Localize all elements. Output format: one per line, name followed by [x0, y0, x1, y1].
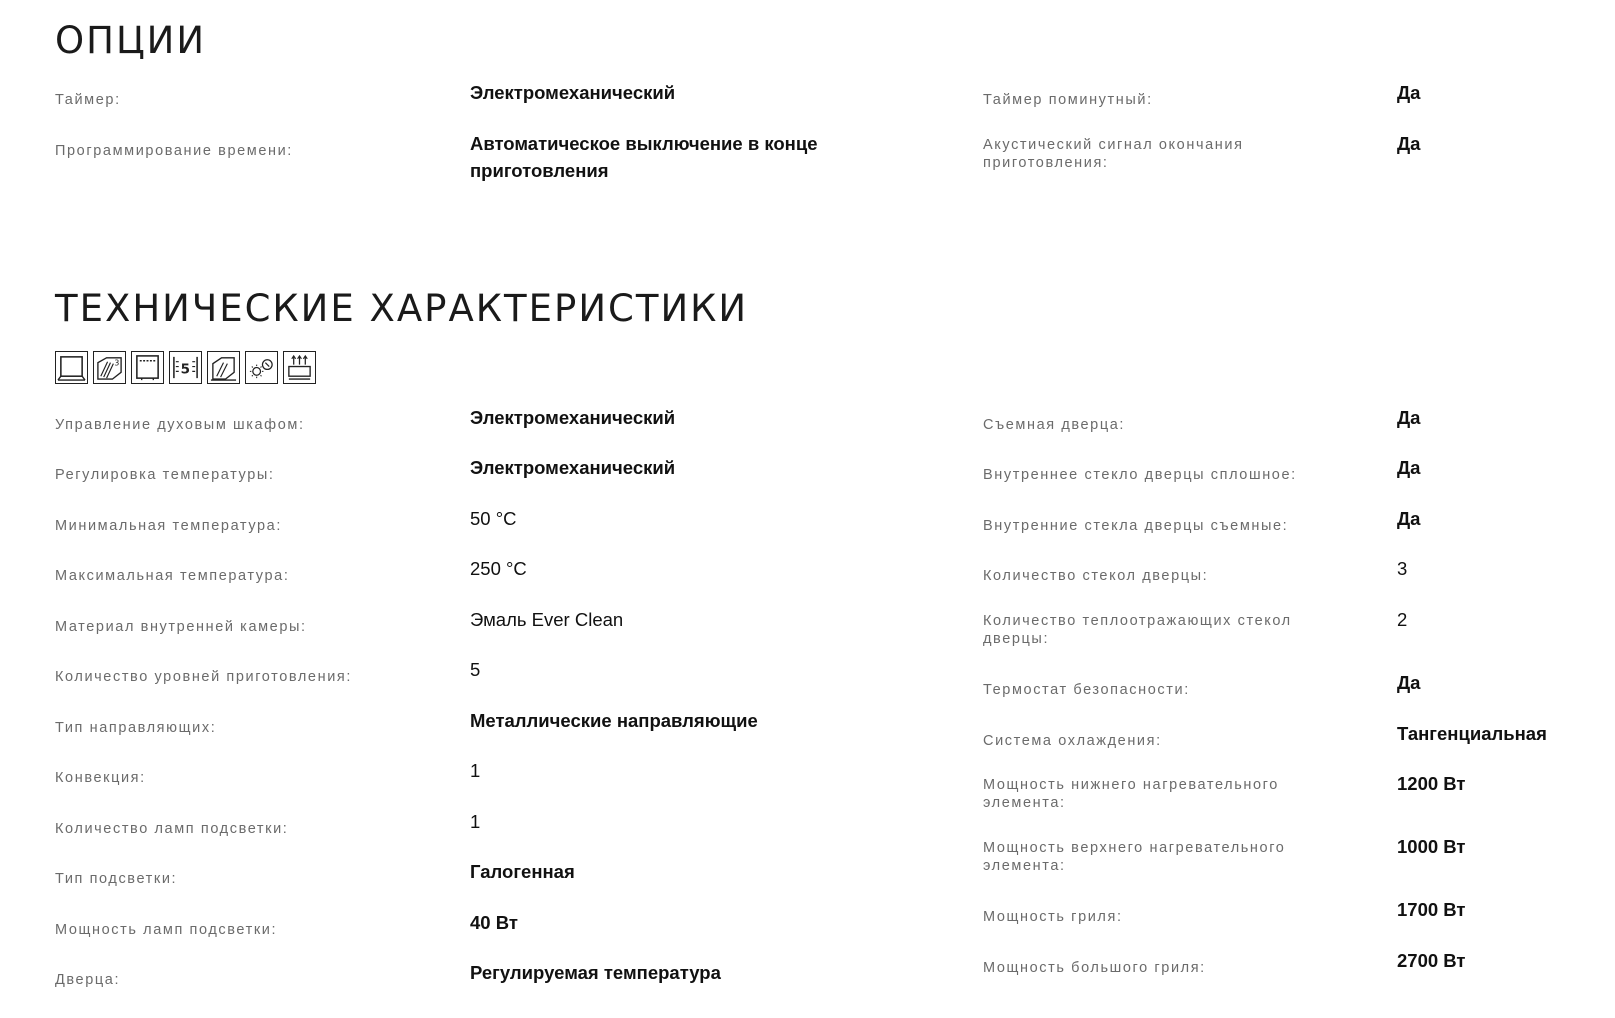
spec-value: Тангенциальная	[1397, 723, 1547, 744]
spec-value: Регулируемая температура	[470, 962, 721, 983]
spec-label: Мощность верхнего нагревательного элемента:	[983, 840, 1286, 874]
oven-top-heat-icon	[131, 351, 164, 384]
spec-value: Электромеханический	[470, 407, 676, 428]
spec-value: 50 °C	[470, 508, 517, 529]
spec-label: Регулировка температуры:	[55, 467, 275, 483]
spec-value: Металлические направляющие	[470, 710, 758, 731]
spec-label: Тип подсветки:	[55, 871, 178, 887]
spec-label: Количество стекол дверцы:	[983, 568, 1209, 584]
option-value: Электромеханический	[470, 82, 676, 103]
five-levels-icon	[169, 351, 202, 384]
spec-label: Тип направляющих:	[55, 720, 217, 736]
spec-label: Мощность большого гриля:	[983, 960, 1206, 976]
spec-label: Мощность ламп подсветки:	[55, 922, 278, 938]
spec-value: 2700 Вт	[1397, 950, 1466, 971]
spec-label: Термостат безопасности:	[983, 682, 1190, 698]
specs-title: ТЕХНИЧЕСКИЕ ХАРАКТЕРИСТИКИ	[55, 287, 749, 330]
spec-label: Количество теплоотражающих стекол дверцы:	[983, 613, 1292, 647]
option-label: Таймер поминутный:	[983, 92, 1153, 108]
spec-value: Да	[1397, 407, 1421, 428]
option-label: Программирование времени:	[55, 143, 293, 159]
option-label: Акустический сигнал окончания приготовления:	[983, 137, 1244, 171]
option-label: Таймер:	[55, 92, 121, 108]
svg-text:3: 3	[114, 358, 120, 368]
spec-value: 40 Вт	[470, 912, 518, 933]
triple-glass-door-icon	[93, 351, 126, 384]
spec-label: Конвекция:	[55, 770, 146, 786]
spec-label: Управление духовым шкафом:	[55, 417, 305, 433]
spec-value: 3	[1397, 558, 1408, 579]
spec-label: Количество уровней приготовления:	[55, 669, 352, 685]
spec-value: 1	[470, 760, 481, 781]
feature-icons	[55, 351, 316, 384]
spec-label: Мощность нижнего нагревательного элемента:	[983, 777, 1279, 811]
spec-label: Максимальная температура:	[55, 568, 290, 584]
oven-bottom-heat-icon	[55, 351, 88, 384]
spec-value: 1000 Вт	[1397, 836, 1466, 857]
spec-value: 250 °C	[470, 558, 527, 579]
cooling-fan-icon	[283, 351, 316, 384]
spec-value: Эмаль Ever Clean	[470, 609, 624, 630]
spec-label: Внутреннее стекло дверцы сплошное:	[983, 467, 1297, 483]
spec-value: 1200 Вт	[1397, 773, 1466, 794]
spec-label: Мощность гриля:	[983, 909, 1123, 925]
spec-label: Количество ламп подсветки:	[55, 821, 289, 837]
option-value: Да	[1397, 133, 1421, 154]
spec-value: 2	[1397, 609, 1408, 630]
spec-label: Съемная дверца:	[983, 417, 1126, 433]
spec-value: Да	[1397, 457, 1421, 478]
spec-value: Галогенная	[470, 861, 575, 882]
spec-value: Да	[1397, 672, 1421, 693]
spec-value: 1	[470, 811, 481, 832]
spec-value: Да	[1397, 508, 1421, 529]
options-title: ОПЦИИ	[55, 19, 207, 62]
spec-label: Минимальная температура:	[55, 518, 282, 534]
option-value: Да	[1397, 82, 1421, 103]
spec-label: Внутренние стекла дверцы съемные:	[983, 518, 1289, 534]
spec-label: Система охлаждения:	[983, 733, 1162, 749]
removable-door-icon	[207, 351, 240, 384]
spec-label: Дверца:	[55, 972, 121, 988]
svg-text:5: 5	[180, 361, 191, 378]
halogen-lamp-icon	[245, 351, 278, 384]
spec-value: 1700 Вт	[1397, 899, 1466, 920]
option-value: Автоматическое выключение в конце приготовления	[470, 133, 818, 181]
spec-label: Материал внутренней камеры:	[55, 619, 307, 635]
spec-value: 5	[470, 659, 481, 680]
spec-value: Электромеханический	[470, 457, 676, 478]
